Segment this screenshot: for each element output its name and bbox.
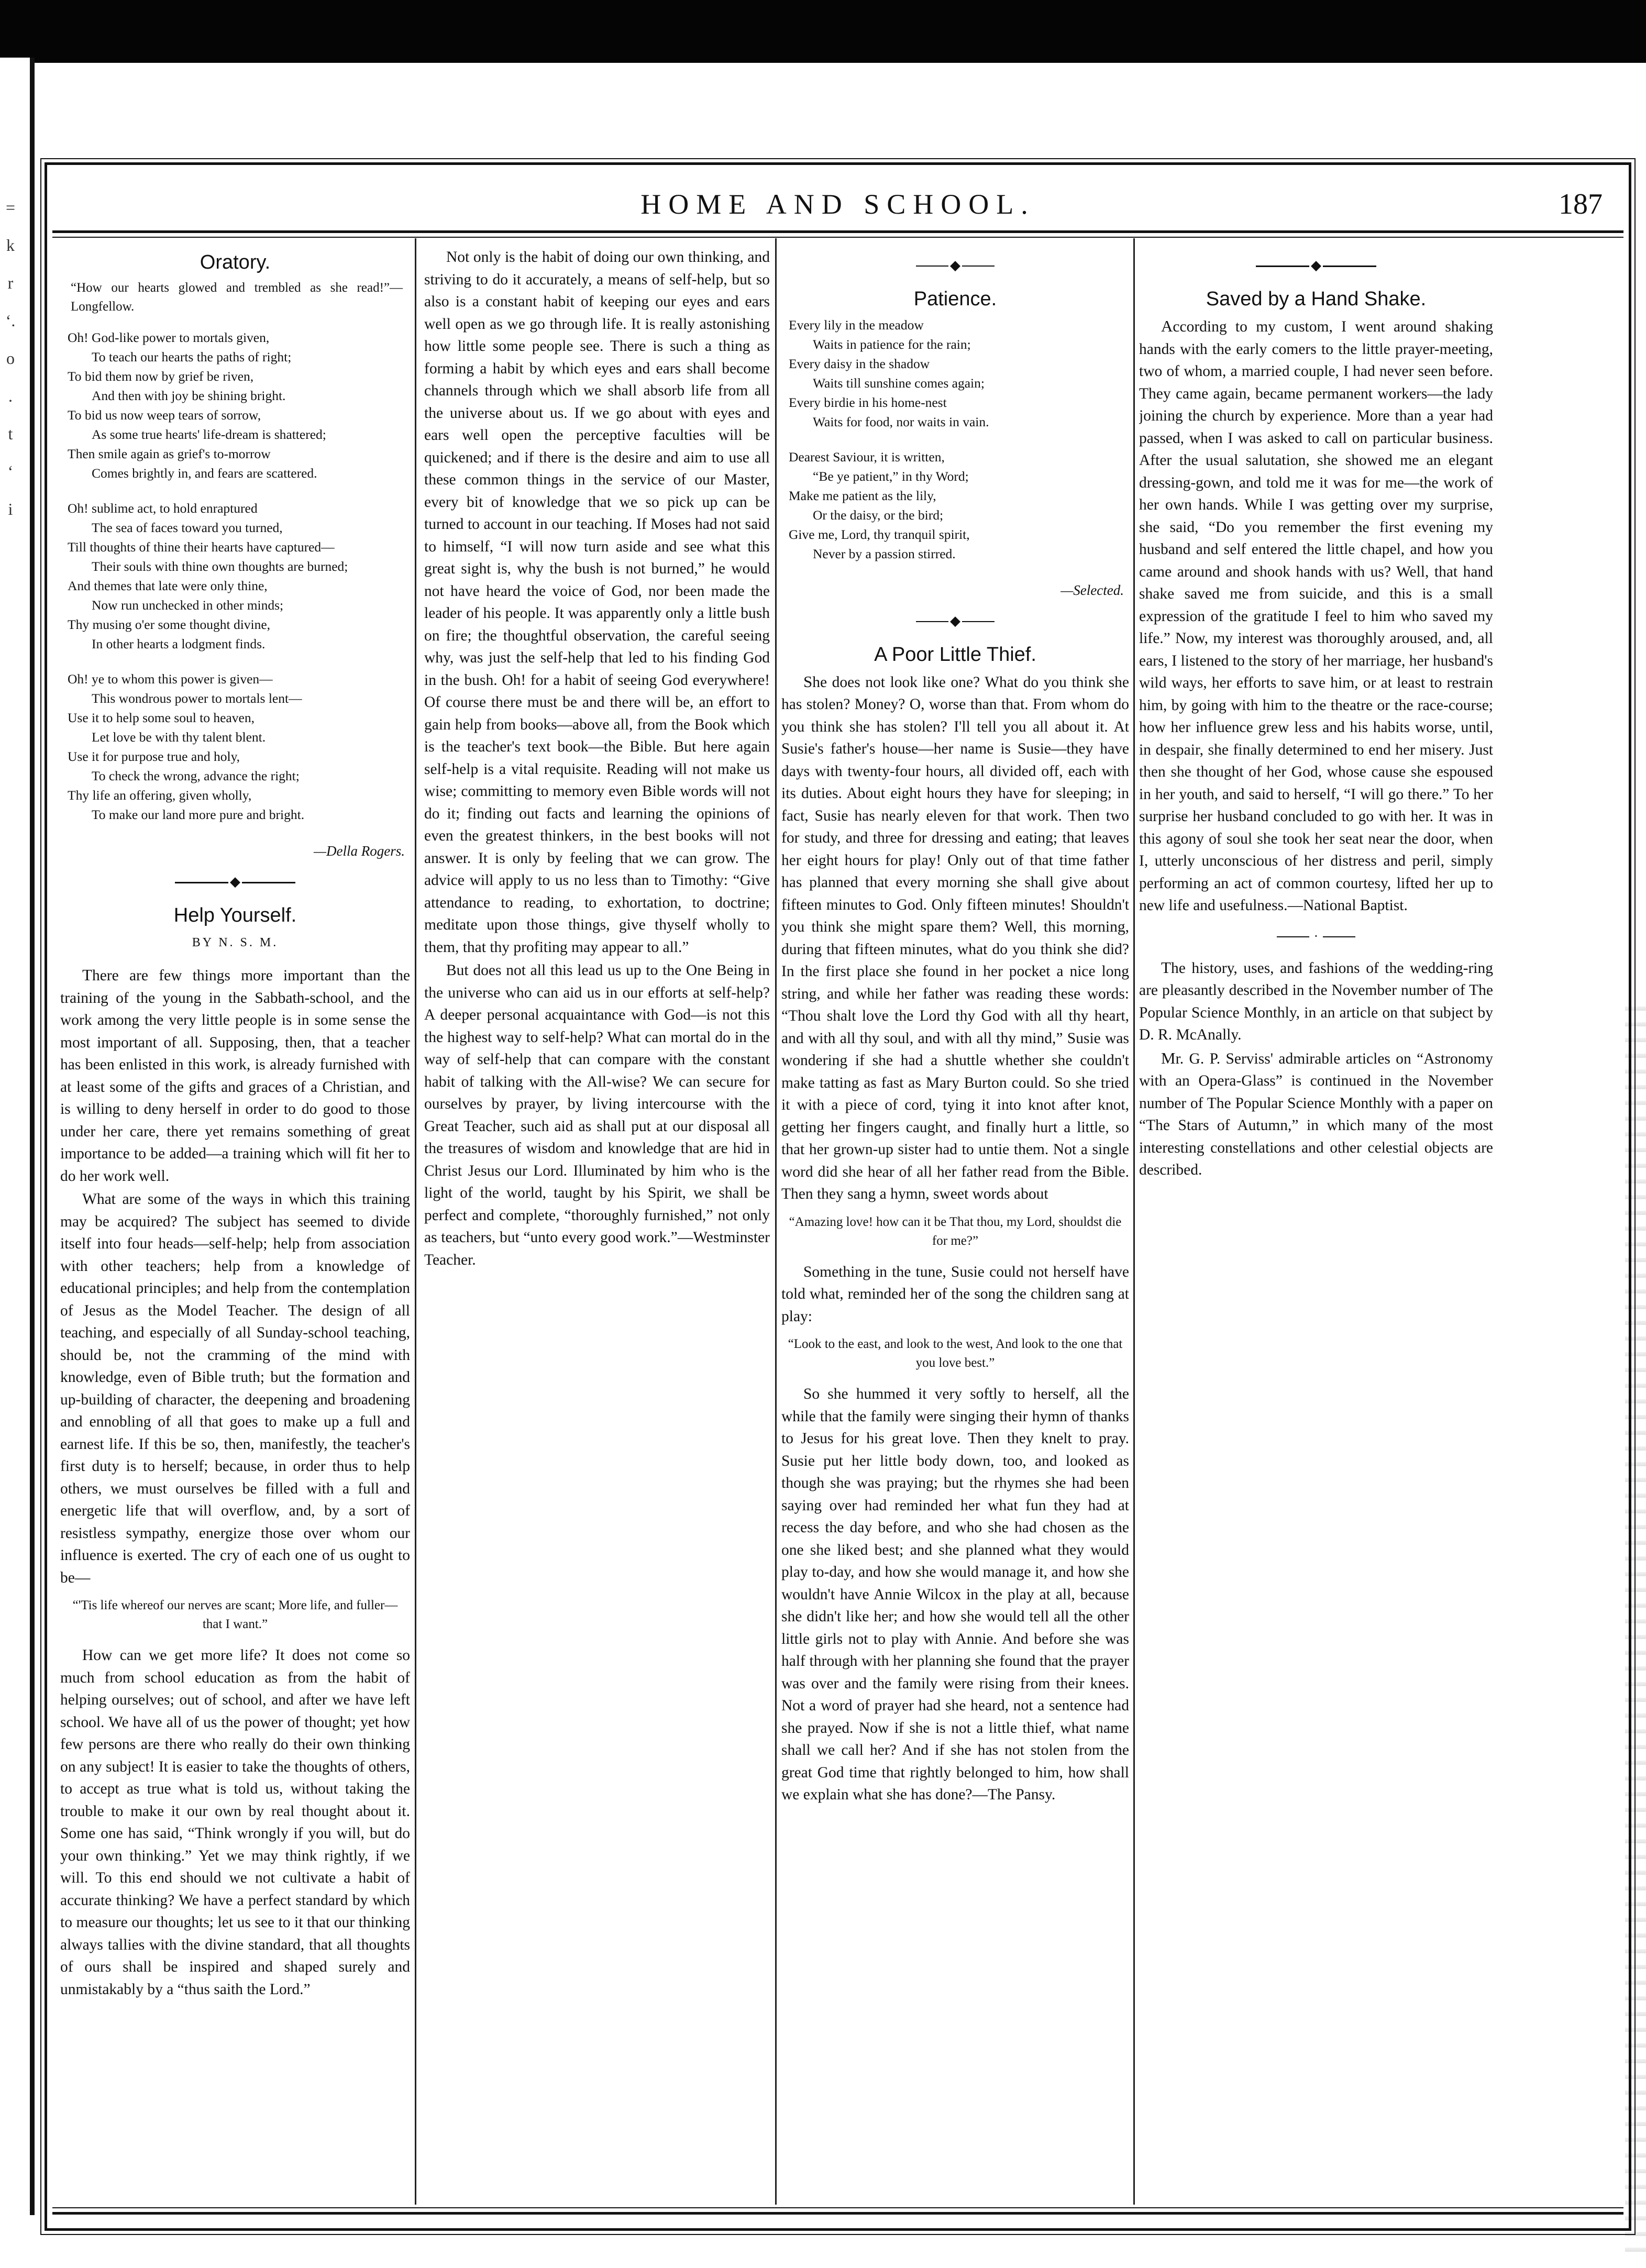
column-4: [1139, 246, 1493, 2194]
poem-line: Thy life an offering, given wholly,: [68, 788, 252, 803]
column-1: [60, 246, 410, 2194]
divider-ornament-icon: ◆: [228, 875, 242, 889]
poem-line: To make our land more pure and bright.: [92, 807, 305, 822]
poor-thief-title: A Poor Little Thief.: [874, 643, 1036, 666]
header-rule: [52, 230, 1623, 238]
oratory-epigraph: “How our hearts glowed and trembled as she read!”—Longfellow.: [71, 281, 403, 314]
paragraph: But does not all this lead us up to the One Being in the universe who can aid us in our efforts at self-help? A deeper personal acquaintance with God—is not this the highest way to self-help? What can mortal do in the way of self-help that can compare with the constant habit of talking with the All-wise? We can secure for ourselves by prayer, by living intercourse with the Great Teacher, such aid as shall put at our disposal all the treasures of wisdom and knowledge that are hid in Christ Jesus our Lord. Illuminated by him who is the light of the world, taught by his Spirit, we shall be perfect and complete, “thoroughly furnished,” not only as teachers, but “unto every good work.”—Westminster Teacher.: [424, 962, 770, 1268]
paragraph: She does not look like one? What do you think she has stolen? Money? O, worse than that. From whom do you think she has stolen? I'll tell you all about it. At Susie's father's house—her name is Susie—they have days with twenty-four hours, all divided off, each with its duties. About eight hours they have for sleeping; in fact, Susie has nearly eleven for that work. Then two for study, and three for dressing and eating; that leaves her eight hours for play! Only out of that time father has planned that every morning she shall give about fifteen minutes to God. Only fifteen minutes! Shouldn't you think she might spare them? Well, this morning, during that fifteen minutes, what do you think she did? In the first place she found in her pocket a nice long string, and while her father was reading these words: “Thou shalt love the Lord thy God with all thy heart, and with all thy soul, and with all thy mind,” Susie was wondering if she had a shuttle whether she couldn't make tatting as fast as Mary Burton could. So she tried it with a piece of cord, tying it into knot after knot, getting her fingers caught, and finally hurt a little, so that her grown-up sister had to untie them. Not a single word did she hear of all her father read from the Bible. Then they sang a hymn, sweet words about: [781, 672, 1129, 1202]
page-header: [50, 181, 1626, 228]
margin-fragment: r: [7, 273, 14, 292]
help-yourself-byline: BY N. S. M.: [192, 935, 279, 949]
poem-line: “Be ye patient,” in thy Word;: [813, 469, 969, 484]
column-2: [424, 246, 770, 2194]
margin-fragment: ‘: [7, 462, 14, 481]
poem-line: And themes that late were only thine,: [68, 578, 268, 593]
poem-line: Oh! God-like power to mortals given,: [68, 330, 270, 345]
poem-line: Every birdie in his home-nest: [789, 395, 947, 410]
divider-ornament-icon: ◆: [948, 614, 962, 628]
page-number: 187: [1559, 188, 1603, 220]
quotation: “Look to the east, and look to the west, And look to the one that you love best.”: [788, 1337, 1123, 1370]
running-title: HOME AND SCHOOL.: [640, 189, 1035, 220]
section-divider: [1139, 920, 1493, 954]
poem-line: Give me, Lord, thy tranquil spirit,: [789, 527, 970, 542]
paragraph: How can we get more life? It does not come so much from school education as from the habit of helping ourselves; out of school, and after we have left school. We have all of us the power of thought; yet how few persons are there who really do their own thinking on any subject! It is easier to take the thoughts of others, to accept as true what is told us, without taking the trouble to make it our own by real thought about it. Some one has said, “Think wrongly if you will, but do your own thinking.” Yet we may think rightly, if we will. To this end should we not cultivate a habit of accurate thinking? We have a perfect standard by which to measure our thoughts; let us see to it that our thinking always tallies with the divine standard, that all thoughts of ours shall be inspired and shaped surely and unmistakably by a “thus saith the Lord.”: [60, 1647, 410, 1998]
poem-line: As some true hearts' life-dream is shattered;: [92, 427, 326, 442]
section-divider: [781, 605, 1129, 638]
scan-top-band: [0, 0, 1646, 63]
poem-line: Every lily in the meadow: [789, 317, 924, 333]
patience-credit: —Selected.: [1060, 582, 1124, 598]
poem-line: To bid them now by grief be riven,: [68, 369, 254, 384]
poem-line: To bid us now weep tears of sorrow,: [68, 407, 261, 423]
poem-stanza: [789, 315, 1129, 432]
poem-line: Till thoughts of thine their hearts have captured—: [68, 539, 335, 555]
poem-line: Oh! sublime act, to hold enraptured: [68, 501, 258, 516]
quotation: “Amazing love! how can it be That thou, my Lord, shouldst die for me?”: [789, 1214, 1122, 1248]
poem-line: Waits in patience for the rain;: [813, 337, 971, 352]
poem-line: Comes brightly in, and fears are scattered.: [92, 466, 317, 481]
poem-stanza: [68, 669, 410, 824]
patience-title: Patience.: [913, 288, 997, 310]
section-divider: [1139, 249, 1493, 283]
patience-poem: [789, 315, 1129, 563]
oratory-credit: —Della Rogers.: [314, 843, 405, 859]
margin-fragment: =: [5, 198, 16, 217]
margin-fragment: k: [6, 236, 15, 255]
margin-fragment: o: [6, 349, 15, 368]
poem-line: In other hearts a lodgment finds.: [92, 636, 266, 651]
footer-rule: [52, 2207, 1623, 2215]
column-rule: [1133, 238, 1135, 2205]
poem-line: To check the wrong, advance the right;: [92, 768, 300, 783]
paragraph: What are some of the ways in which this training may be acquired? The subject has seemed to divide itself into four heads—self-help; help from association with other teachers; help from a knowledge of educational principles; and help from the contemplation of Jesus as the Model Teacher. The design of all teaching, and especially of all Sunday-school teaching, should be, not the cramming of the mind with knowledge, even of Bible truth; but the formation and up-building of character, the deepening and broadening and ennobling of all that goes to make up a full and earnest life. If this be so, then, manifestly, the teacher's first duty is to herself; because, in order thus to help others, we must ourselves be filled with a full and energetic life that will overflow, and, by a sort of resistless sympathy, energize those over whom our influence is exerted. The cry of each one of us ought to be—: [60, 1191, 410, 1586]
hand-shake-title: Saved by a Hand Shake.: [1206, 288, 1427, 310]
poem-line: To teach our hearts the paths of right;: [92, 349, 292, 364]
poem-stanza: [68, 328, 410, 483]
margin-fragment: .: [8, 386, 13, 405]
poem-line: Or the daisy, or the bird;: [813, 507, 944, 523]
poem-line: Every daisy in the shadow: [789, 356, 930, 371]
margin-fragment: t: [8, 424, 13, 443]
paragraph: Something in the tune, Susie could not herself have told what, reminded her of the song the children sang at play:: [781, 1263, 1129, 1325]
section-divider: [60, 866, 410, 899]
margin-fragment: i: [8, 500, 13, 518]
oratory-title: Oratory.: [200, 251, 271, 273]
poem-line: Let love be with thy talent blent.: [92, 729, 266, 745]
poem-line: Never by a passion stirred.: [813, 546, 956, 561]
poem-stanza: [789, 447, 1129, 563]
poem-line: Their souls with thine own thoughts are burned;: [92, 559, 348, 574]
poem-line: Then smile again as grief's to-morrow: [68, 446, 271, 461]
divider-ornament-icon: ◆: [948, 259, 962, 272]
paragraph: The history, uses, and fashions of the wedding-ring are pleasantly described in the November number of The Popular Science Monthly, in an article on that subject by D. R. McAnally.: [1139, 958, 1493, 1043]
poem-line: Now run unchecked in other minds;: [92, 598, 284, 613]
poem-line: Oh! ye to whom this power is given—: [68, 671, 273, 687]
poem-line: Use it for purpose true and holy,: [68, 749, 240, 764]
margin-fragment: ‘.: [5, 311, 16, 330]
section-divider: [781, 249, 1129, 283]
column-rule: [775, 238, 777, 2205]
paragraph: There are few things more important than the training of the young in the Sabbath-school, and the work among the very little people is in some sense the most important of all. Supposing, then, that a teacher has been enlisted in this work, is already furnished with at least some of the gifts and graces of a Christian, and is willing to deny herself in order to do good to those under her care, there yet remains something of great importance to be added—a training which will fit her to do her work well.: [60, 966, 410, 1185]
column-rule: [415, 238, 416, 2205]
help-yourself-title: Help Yourself.: [173, 904, 297, 926]
oratory-poem: [68, 328, 410, 824]
poem-stanza: [68, 499, 410, 654]
poem-line: Thy musing o'er some thought divine,: [68, 617, 271, 632]
column-3: [781, 246, 1129, 2194]
poem-line: This wondrous power to mortals lent—: [92, 691, 302, 706]
quotation: “'Tis life whereof our nerves are scant; More life, and fuller—that I want.”: [72, 1598, 398, 1631]
paragraph: Not only is the habit of doing our own thinking, and striving to do it accurately, a means of self-help, but so also is a constant habit of keeping our eyes and ears well open as we go through life. It is really astonishing how little some people see. There is such a thing as forming a habit by which eyes and ears shall become channels through which we shall absorb life from all the universe about us. If we go about with eyes and ears well open the perceptive faculties will be quickened; and if there is the desire and aim to use all these common things in the service of our Master, every bit of knowledge that we so pick up can be turned to account in our teaching. If Moses had not said to himself, “I will now turn aside and see what this great sight is, why the bush is not burned,” he would not have heard the voice of God, nor been made the leader of his people. It was apparently only a little bush on fire; the thoughtful observation, the careful seeing why, was just the self-help that led to his finding God in the bush. Oh! for a habit of seeing God everywhere! Of course there must be and there will be, an effort to gain help from books—above all, from the Book which is the teacher's text book—the Bible. But here again self-help is a vital requisite. Reading will not make us wise; committing to memory even Bible words will not do it; finding out facts and learning the opinions of even the greatest thinkers, in the best books will not answer. It is only by feeling that we can grow. The advice will apply to us no less than to Timothy: “Give attendance to reading, to exhortation, to doctrine; meditate upon those things, give thyself wholly to them, that thy profiting may appear to all.”: [424, 249, 770, 956]
poem-line: Dearest Saviour, it is written,: [789, 449, 945, 464]
divider-ornament-icon: ·: [1309, 930, 1323, 943]
poem-line: Waits till sunshine comes again;: [813, 375, 985, 391]
poem-line: Use it to help some soul to heaven,: [68, 710, 255, 725]
poem-line: Waits for food, nor waits in vain.: [813, 414, 989, 429]
paragraph: So she hummed it very softly to herself, all the while that the family were singing their hymn of thanks to Jesus for his great love. Then they knelt to pray. Susie put her little body down, too, and looked as though she was praying; but the rhymes she had been saying over had reminded her what fun they had at recess the day before, and who she had chosen as the one she liked best; and she planned what they would play to-day, and how she would manage it, and how she wouldn't have Annie Wilcox in the play at all, because she didn't like her; and how she would tell all the other little girls not to play with Annie. And before she was half through with her planning she found that the prayer was over and the family were rising from their knees. Not a word of prayer had she heard, not a sentence had she prayed. Now if she is not a little thief, what name shall we call her? And if she has not stolen from the great God time that rightly belonged to him, how shall we explain what she has done?—The Pansy.: [781, 1386, 1129, 1803]
paragraph: According to my custom, I went around shaking hands with the early comers to the little prayer-meeting, two of whom, a married couple, I had never seen before. They came again, became permanent workers—the lady joining the church by experience. More than a year had passed, when I was asked to call on particular business. After the usual salutation, she showed me an elegant dressing-gown, and told me it was for me—the work of her own hands. While I was getting over my surprise, she said, “Do you remember the first evening my husband and self entered the little chapel, and how you came around and shook hands with us? Well, that hand shake saved me from suicide, and this is a small expression of the gratitude I feel to him who saved my life.” Now, my interest was thoroughly aroused, and, all ears, I listened to the story of her marriage, her husband's wild ways, her efforts to save him, or at least to restrain him, by going with him to the theatre or the race-course; how her influence grew less and his habits worse, until, in despair, she finally determined to end her misery. Just then she thought of her God, whose cause she espoused in her youth, and said to herself, “I will go there.” To her surprise her husband concluded to go with her. It was in this agony of soul she took her seat near the door, when I, utterly unconscious of her distress and peril, simply performing an act of common courtesy, lifted her up to new life and usefulness.—National Baptist.: [1139, 317, 1493, 914]
poem-line: And then with joy be shining bright.: [92, 388, 286, 403]
poem-line: Make me patient as the lily,: [789, 488, 936, 503]
divider-ornament-icon: ◆: [1309, 259, 1323, 272]
poem-line: The sea of faces toward you turned,: [92, 520, 283, 535]
margin-fragments: [0, 189, 21, 518]
paragraph: Mr. G. P. Serviss' admirable articles on “Astronomy with an Opera-Glass” is continued in the November number of The Popular Science Monthly with a paper on “The Stars of Autumn,” in which many of the most interesting constellations and other celestial objects are described.: [1139, 1048, 1493, 1178]
